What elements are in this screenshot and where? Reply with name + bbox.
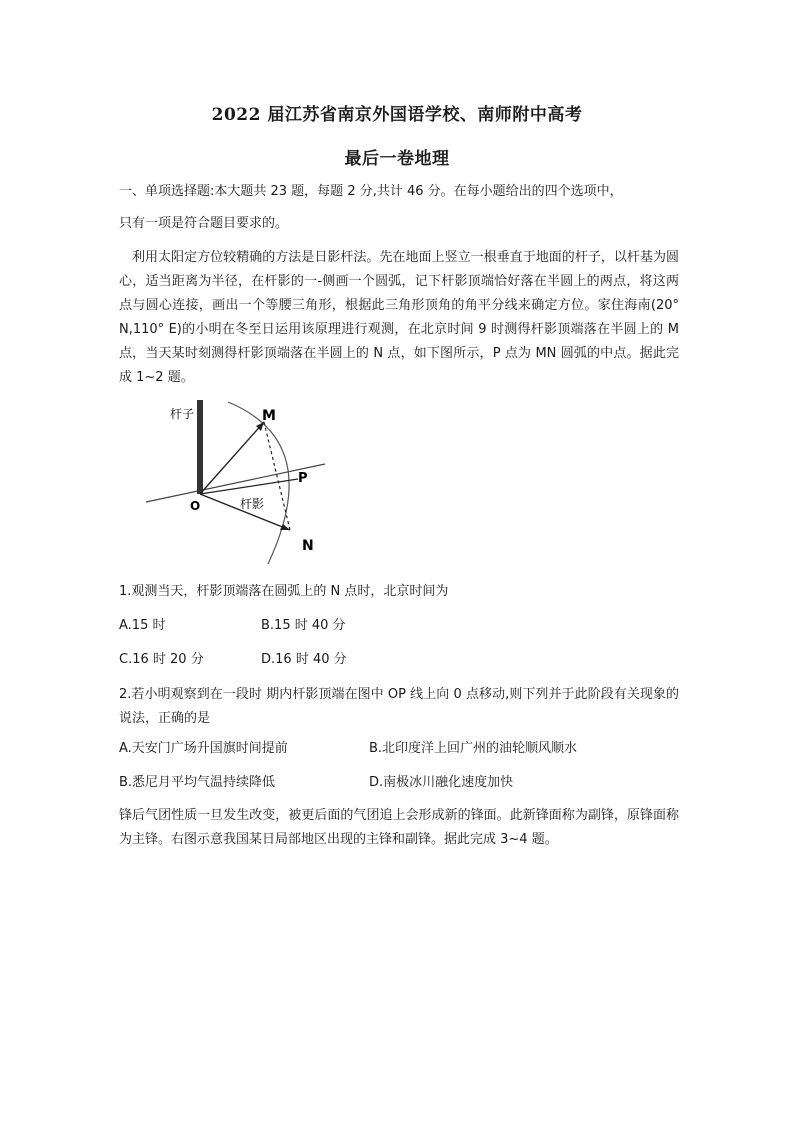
question-2-stem: 2.若小明观察到在一段时 期内杆影顶端在图中 OP 线上向 0 点移动,则下列并于此阶段有关现象的说法，正确的是 xyxy=(119,687,679,726)
section-instructions-line1: 一、单项选择题:本大题共 23 题，每题 2 分,共计 46 分。在每小题给出的四个选项中， xyxy=(119,184,623,199)
point-m-label: M xyxy=(262,408,276,424)
q2-option-a: A.天安门广场升国旗时间提前 xyxy=(119,741,288,756)
point-o-label: O xyxy=(190,499,201,513)
point-n-label: N xyxy=(302,538,314,554)
q2-option-c: B.悉尼月平均气温持续降低 xyxy=(119,775,276,790)
point-p-label: P xyxy=(298,471,308,486)
question-1-stem: 1.观测当天，杆影顶端落在圆弧上的 N 点时，北京时间为 xyxy=(119,584,449,599)
q2-option-d: D.南极冰川融化速度加快 xyxy=(369,775,514,790)
q1-option-d: D.16 时 40 分 xyxy=(261,652,347,667)
q1-option-a: A.15 时 xyxy=(119,618,166,633)
pole-stick xyxy=(197,400,203,494)
arrowhead-n xyxy=(280,524,290,530)
shadow-label: 杆影 xyxy=(240,497,265,511)
q1-option-c: C.16 时 20 分 xyxy=(119,652,204,667)
passage-fronts: 锋后气团性质一旦发生改变，被更后面的气团追上会形成新的锋面。此新锋面称为副锋，原锋面称为主锋。右图示意我国某日局部地区出现的主锋和副锋。据此完成 3~4 题。 xyxy=(119,808,679,847)
shadow-line-op xyxy=(200,479,298,494)
q2-option-b: B.北印度洋上回广州的油轮顺风顺水 xyxy=(369,741,578,756)
exam-title-line1: 2022 届江苏省南京外国语学校、南师附中高考 xyxy=(211,105,583,125)
pole-label: 杆子 xyxy=(170,407,195,421)
exam-title-line2: 最后一卷地理 xyxy=(344,149,450,169)
q1-option-b: B.15 时 40 分 xyxy=(261,618,346,633)
section-instructions-line2: 只有一项是符合题目要求的。 xyxy=(119,216,289,231)
shadow-pole-figure xyxy=(140,392,340,570)
passage-shadow-method: 利用太阳定方位较精确的方法是日影杆法。先在地面上竖立一根垂直于地面的杆子，以杆基为圆心，适当距离为半径，在杆影的一-侧画一个圆弧，记下杆影顶端恰好落在半圆上的两点，将这两点与圆心连接，画出一个等腰三角形，根据此三角形顶角的角平分线来确定方位。家住海南(20° N,110° E)的小明在冬至日运用该原理进行观测，在北京时间 9 时测得杆影顶端落在半圆上的 M 点，当天某时刻测得杆影顶端落在半圆上的 N 点，如下图所示，P 点为 MN 圆弧的中点。据此完成 1~2 题。 xyxy=(119,250,679,385)
